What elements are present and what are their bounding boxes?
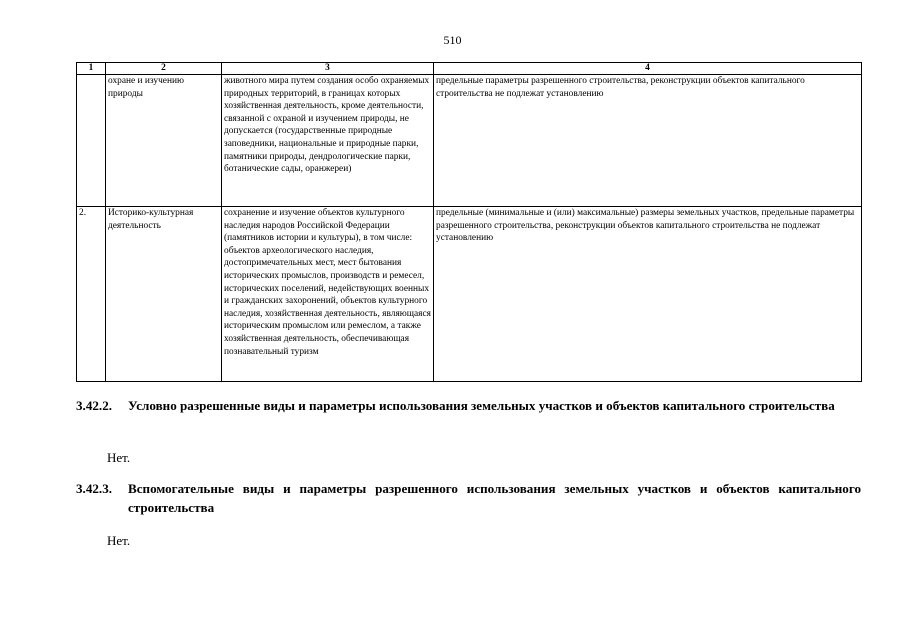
- section-body-text: Нет.: [107, 533, 131, 548]
- section-heading: [76, 479, 861, 517]
- section-number: 3.42.3.: [76, 481, 113, 496]
- section-number: 3.42.2.: [76, 398, 113, 413]
- use-description-cell: сохранение и изучение объектов культурного наследия народов Российской Федерации (памятников истории и культуры), в том числе: объектов археологического наследия, достопримечательных мест, мест бытования исторических промыслов, производств и ремесел, исторических поселений, недействующих военных и гражданских захоронений, объектов культурного наследия, хозяйственная деятельность, являющаяся историческим промыслом или ремеслом, а также хозяйственная деятельность, обеспечивающая познавательный туризм: [222, 207, 434, 382]
- use-description-cell: животного мира путем создания особо охраняемых природных территорий, в границах которых хозяйственная деятельность, кроме деятельности, связанной с охраной и изучением природы, не допускается (государственные природные заповедники, национальные и природные парки, памятники природы, дендрологические парки, ботанические сады, оранжереи): [222, 75, 434, 207]
- regulations-table: [76, 62, 862, 382]
- use-type-cell: охране и изучению природы: [106, 75, 222, 207]
- section-title: Условно разрешенные виды и параметры использования земельных участков и объектов капитального строительства: [128, 398, 835, 413]
- page-number: 510: [443, 33, 462, 47]
- column-header-2: 2: [106, 63, 222, 75]
- table-row: [77, 207, 862, 382]
- section-body-text: Нет.: [107, 450, 131, 465]
- column-header-4: 4: [434, 63, 862, 75]
- row-number-cell: [77, 75, 106, 207]
- row-number-cell: 2.: [77, 207, 106, 382]
- column-header-1: 1: [77, 63, 106, 75]
- table-header-row: [77, 63, 862, 75]
- table-row: [77, 75, 862, 207]
- parameters-cell: предельные (минимальные и (или) максимальные) размеры земельных участков, предельные параметры разрешенного строительства, реконструкции объектов капитального строительства не подлежат установлению: [434, 207, 862, 382]
- section-heading: [76, 396, 861, 415]
- use-type-cell: Историко-культурная деятельность: [106, 207, 222, 382]
- column-header-3: 3: [222, 63, 434, 75]
- parameters-cell: предельные параметры разрешенного строительства, реконструкции объектов капитального строительства не подлежат установлению: [434, 75, 862, 207]
- section-title: Вспомогательные виды и параметры разрешенного использования земельных участков и объектов капитального строительства: [128, 481, 861, 515]
